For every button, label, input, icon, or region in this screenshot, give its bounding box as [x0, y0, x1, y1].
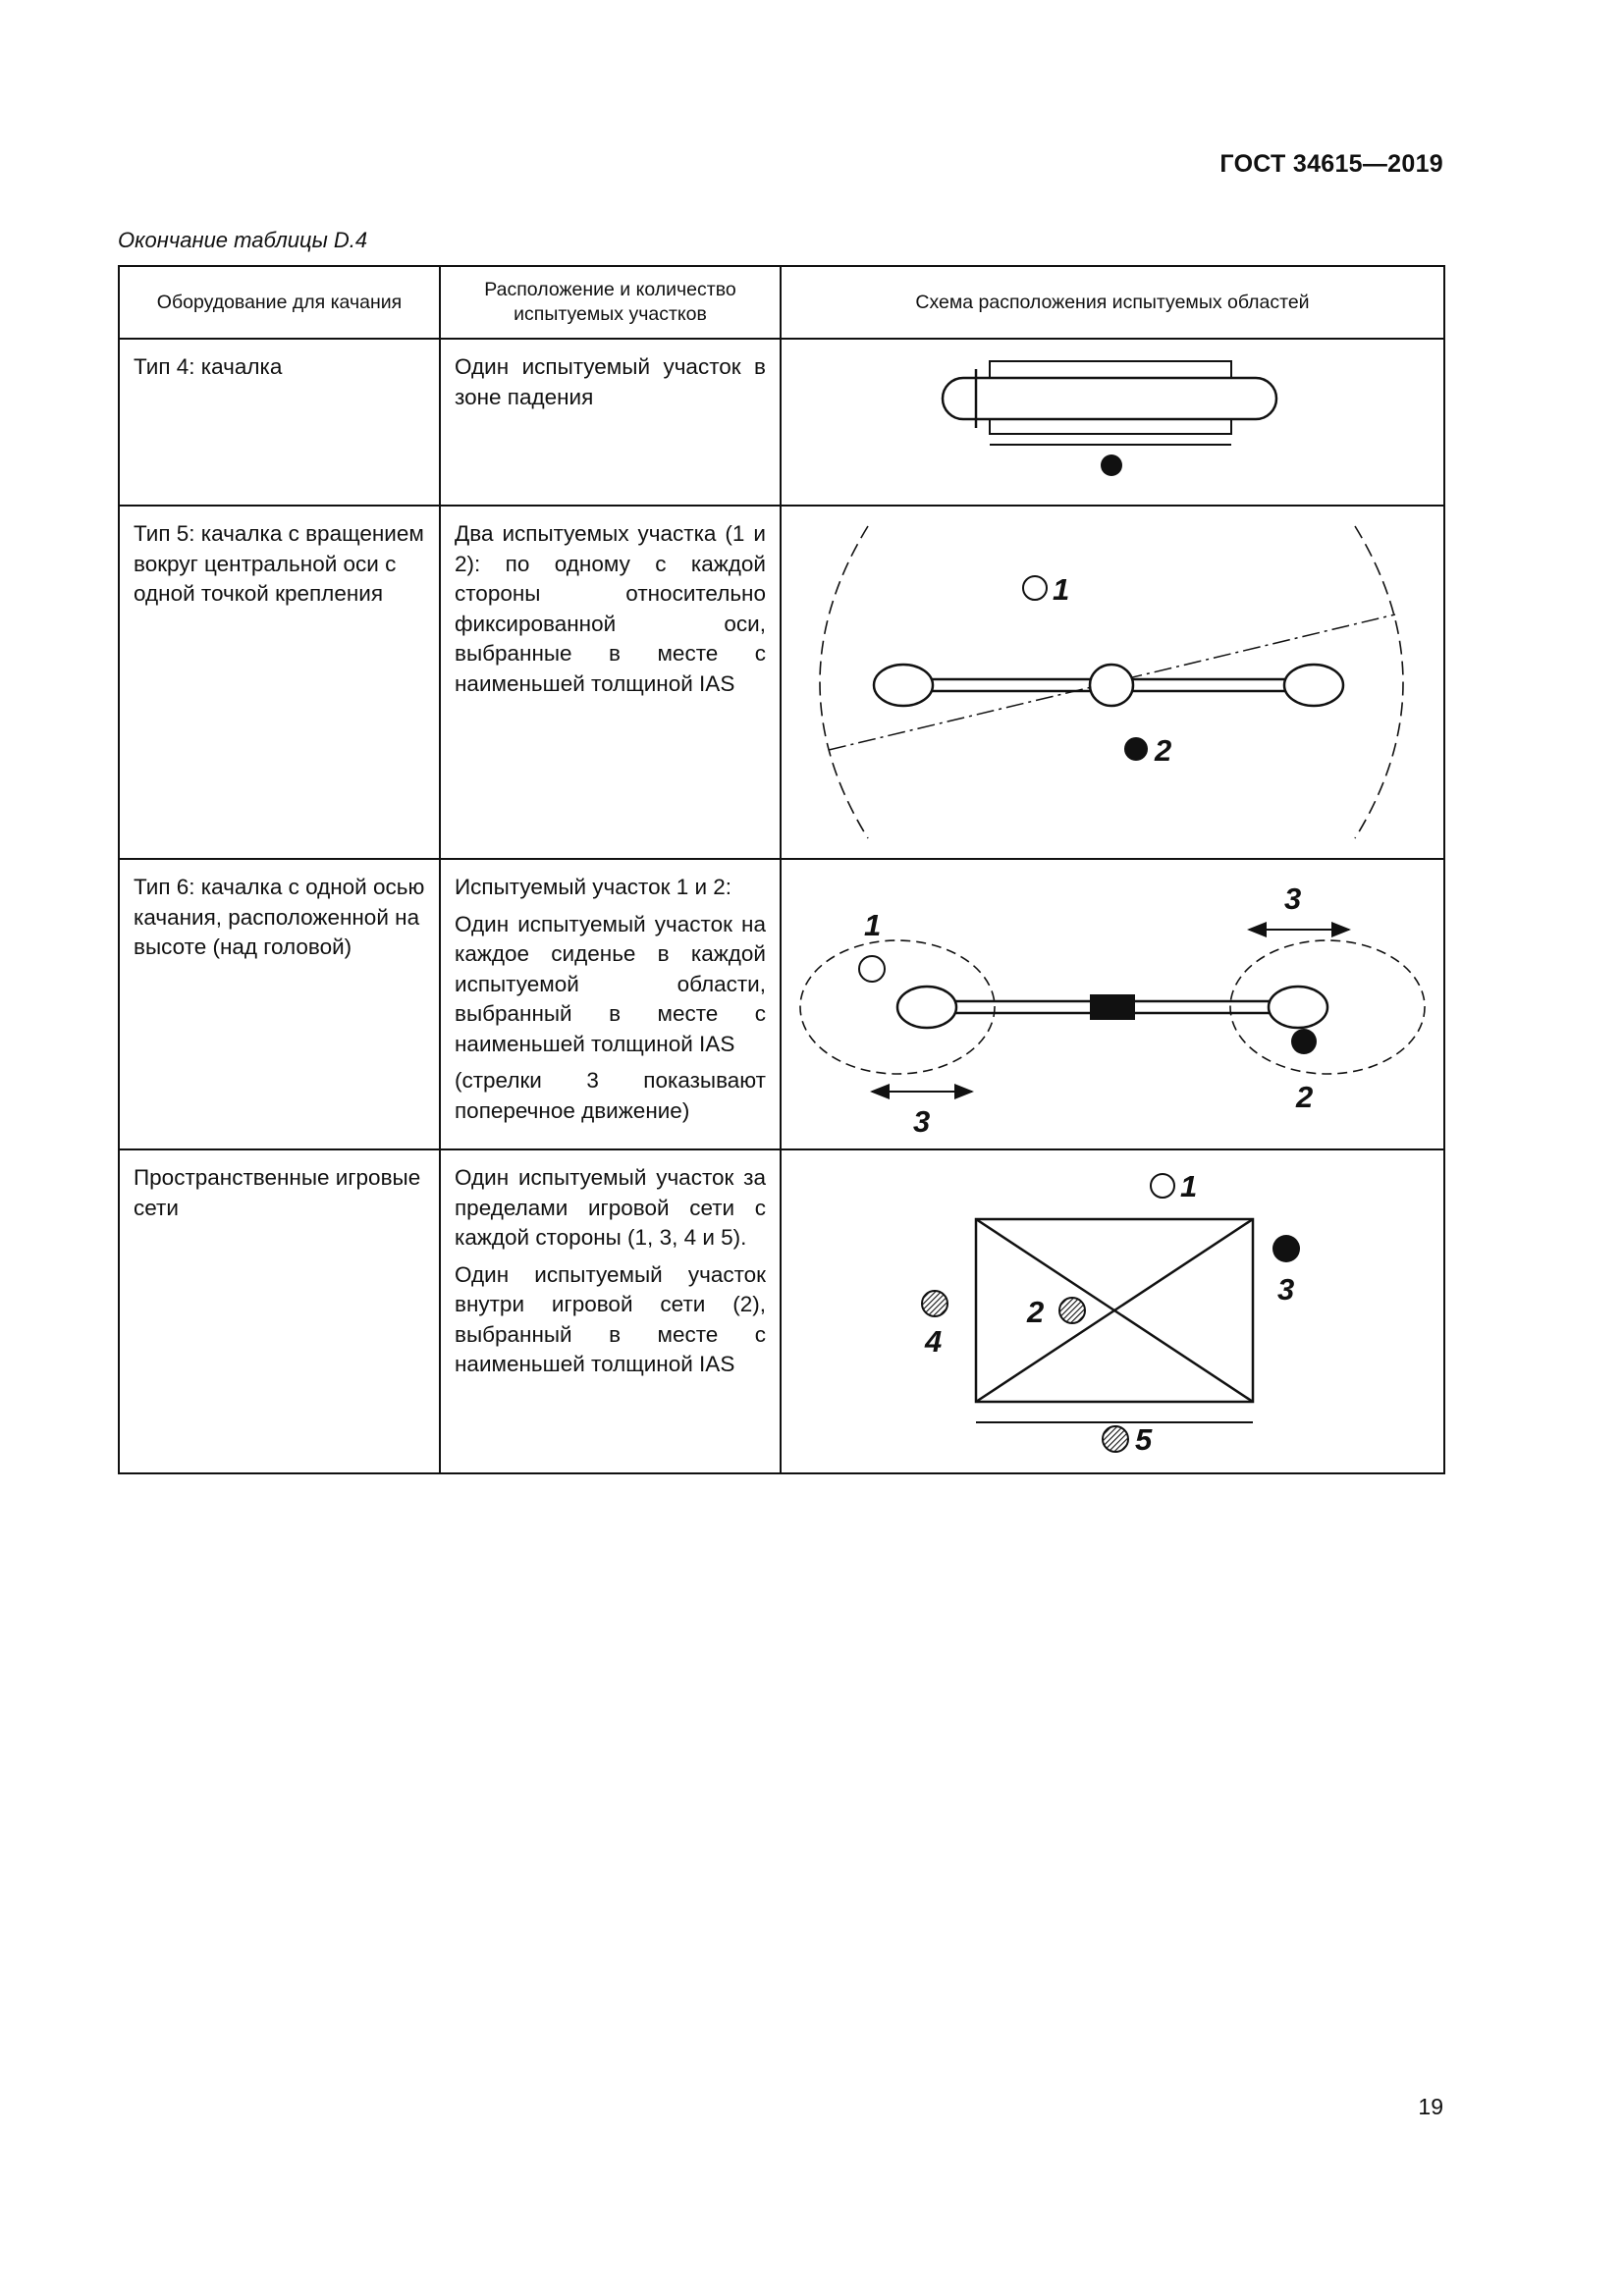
scheme-cell [781, 1149, 1444, 1473]
placement-paragraph: (стрелки 3 показывают поперечное движение) [455, 1068, 766, 1123]
test-point-filled-marker [1124, 737, 1148, 761]
test-point-open-marker [1151, 1174, 1174, 1198]
equipment-text: Тип 5: качалка с вращением вокруг центральной оси с одной точкой крепления [134, 521, 424, 606]
scheme-cell [781, 506, 1444, 859]
overhead-axis-block [1090, 994, 1135, 1020]
rotating-swing-diagram [782, 507, 1441, 856]
equipment-cell [119, 339, 440, 506]
swing-range-arc-right [1355, 526, 1403, 838]
placement-cell [440, 859, 781, 1149]
equipment-cell [119, 1149, 440, 1473]
equipment-text: Тип 6: качалка с одной осью качания, расположенной на высоте (над головой) [134, 875, 425, 959]
placement-paragraph: Один испытуемый участок на каждое сиденье в каждой испытуемой области, выбранный в месте с наименьшей толщиной IAS [455, 911, 766, 1056]
page-number: 19 [1418, 2094, 1443, 2119]
label-3-bottom: 3 [913, 1104, 931, 1139]
placement-paragraph: Два испытуемых участка (1 и 2): по одному с каждой стороны относительно фиксированной оси, выбранные в месте с наименьшей толщиной IAS [455, 521, 766, 696]
test-point-filled-marker [1291, 1029, 1317, 1054]
placement-cell [440, 1149, 781, 1473]
test-point-filled-marker [1272, 1235, 1300, 1262]
scheme-cell [781, 859, 1444, 1149]
test-point-open-marker [859, 956, 885, 982]
overhead-swing-diagram [782, 860, 1441, 1147]
test-point-hatched-marker [1103, 1426, 1128, 1452]
pivot-center [1090, 665, 1133, 706]
table-caption: Окончание таблицы D.4 [118, 228, 368, 252]
placement-paragraph: Один испытуемый участок за пределами игровой сети с каждой стороны (1, 3, 4 и 5). [455, 1165, 766, 1250]
label-5: 5 [1135, 1422, 1153, 1457]
label-2: 2 [1027, 1295, 1045, 1329]
seat-right [1269, 987, 1327, 1028]
test-point-hatched-marker [1059, 1298, 1085, 1323]
label-4: 4 [925, 1324, 943, 1359]
equipment-cell [119, 506, 440, 859]
table-row [119, 506, 1444, 859]
label-3: 3 [1277, 1272, 1295, 1307]
seat-left [874, 665, 933, 706]
label-2: 2 [1296, 1080, 1314, 1114]
test-point-hatched-marker [922, 1291, 947, 1316]
placement-text [441, 860, 780, 1143]
label-2: 2 [1155, 733, 1172, 768]
column-header-placement: Расположение и количество испытуемых участков [440, 266, 781, 339]
equipment-text: Тип 4: качалка [134, 354, 283, 379]
test-areas-table [118, 265, 1445, 1474]
label-1: 1 [1053, 572, 1070, 607]
column-header-equipment: Оборудование для качания [119, 266, 440, 339]
scheme-cell [781, 339, 1444, 506]
seat-right [1284, 665, 1343, 706]
placement-cell [440, 506, 781, 859]
test-point-open-marker [1023, 576, 1047, 600]
table-header-row [119, 266, 1444, 339]
rocker-seat-shape [943, 378, 1276, 419]
document-code: ГОСТ 34615—2019 [1219, 150, 1443, 178]
label-3-top: 3 [1284, 881, 1302, 916]
table-row [119, 339, 1444, 506]
table-row [119, 859, 1444, 1149]
placement-paragraph: Один испытуемый участок в зоне падения [455, 354, 766, 409]
space-net-diagram [782, 1150, 1441, 1470]
seat-left [897, 987, 956, 1028]
label-1: 1 [1180, 1169, 1198, 1203]
column-header-scheme: Схема расположения испытуемых областей [781, 266, 1444, 339]
table-row [119, 1149, 1444, 1473]
equipment-text: Пространственные игровые сети [134, 1165, 421, 1220]
placement-paragraph: Один испытуемый участок внутри игровой сети (2), выбранный в месте с наименьшей толщиной IAS [455, 1261, 766, 1376]
label-1: 1 [864, 908, 882, 942]
equipment-cell [119, 859, 440, 1149]
rocker-diagram [782, 340, 1441, 503]
test-point-filled-marker [1101, 454, 1122, 476]
swing-range-arc-left [820, 526, 868, 838]
placement-text [441, 1150, 780, 1397]
placement-text [441, 340, 780, 429]
placement-cell [440, 339, 781, 506]
placement-text [441, 507, 780, 716]
placement-paragraph: Испытуемый участок 1 и 2: [455, 875, 732, 899]
